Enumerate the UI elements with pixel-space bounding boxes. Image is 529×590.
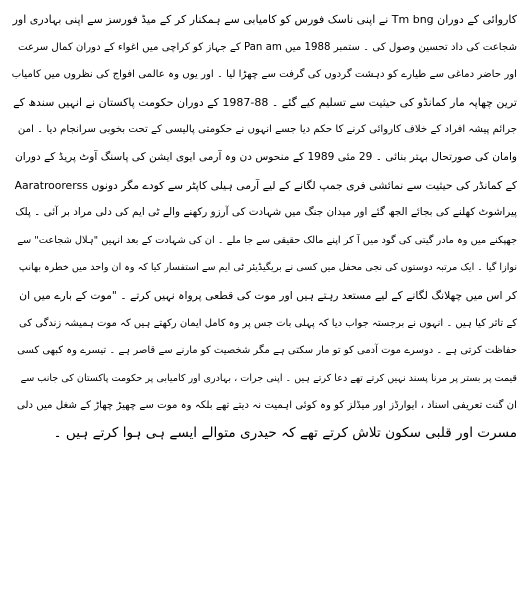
text-line: پیراشوٹ کھلنے کی بجائے الجھ گئے اور میدان جنگ میں شہادت کی آرزو رکھنے والے ٹی ایم کی دلی مراد بر آئی ۔ پلک — [15, 206, 517, 219]
text-line: قیمت پر بستر پر مرنا پسند نہیں کرتے تھے دعا کرتے ہیں ۔ اپنی جرات ، بہادری اور کامیابی پر حکومت پاکستان کی جانب سے — [20, 372, 517, 384]
text-line: کر اس میں چھلانگ لگانے کے لیے مستعد رہتے ہیں اور موت کی قطعی پرواہ نہیں کرتے ۔ "موت کے بارے میں ان — [19, 288, 517, 302]
text-line: ترین چھاپہ مار کمانڈو کی حیثیت سے تسلیم کیے گئے ۔ 88-1987 کے دوران حکومت پاکستان نے انہیں سندھ کے — [13, 95, 517, 109]
text-line: کاروائی کے دوران Tm bng نے اپنی ناسک فورس کو کامیابی سے ہمکنار کر کے میڈ فورسز سے اپنی بہادری اور — [12, 13, 517, 26]
text-line: شجاعت کی داد تحسین وصول کی ۔ ستمبر 1988 میں Pan am کے جہاز کو کراچی میں اغواء کے دوران کمال سرعت — [17, 41, 517, 53]
text-line: حفاظت کرتی ہے ۔ دوسرے موت آدمی کو تو مار سکتی ہے مگر شخصیت کو مارنے سے قاصر ہے ۔ تیسرے وہ کبھی کسی — [17, 345, 517, 357]
text-line: کے تاثر کیا ہیں ۔ انہوں نے برجستہ جواب دیا کہ پہلی بات جس پر وہ کامل ایمان رکھتے ہیں کہ موت ہمیشہ زندگی کی — [18, 317, 517, 329]
text-line: مسرت اور قلبی سکون تلاش کرتے تھے کہ حیدری متوالے ایسے ہی ہوا کرتے ہیں ۔ — [53, 424, 517, 441]
text-line: نوازا گیا ۔ ایک مرتبہ دوستوں کی نجی محفل میں کسی نے بریگیڈیئر ٹی ایم سے استفسار کیا کہ وہ ان واحد میں خطرہ بھانپ — [18, 262, 517, 274]
text-line: وامان کی صورتحال بہتر بنائی ۔ 29 مئی 1989 کے منحوس دن وہ آرمی ایوی ایشن کی پاسنگ آوٹ پریڈ کے دوران — [14, 150, 517, 163]
text-line: Aaratroorerss کے کمانڈر کی حیثیت سے نمائشی فری جمپ لگانے کے لیے آرمی ہیلی کاپٹر سے کودے مگر دونوں — [14, 178, 517, 192]
text-line: ان گنت تعریفی اسناد ، ایوارڈز اور میڈلز کو وہ کوئی اہمیت نہ دیتے تھے بلکہ وہ موت سے چھیڑ چھاڑ کے شغل میں دلی — [16, 400, 517, 412]
text-line: اور حاضر دماغی سے طیارے کو دہشت گردوں کی گرفت سے چھڑا لیا ۔ اور یوں وہ عالمی افواج کی نظروں میں کامیاب — [12, 69, 517, 81]
text-line: جرائم پیشہ افراد کے خلاف کاروائی کرنے کا حکم دیا جسے انہوں نے حکومتی پالیسی کے تحت بخوبی سرانجام دیا ۔ امن — [17, 124, 517, 136]
text-line: جھپکنے میں وہ مادر گیتی کی گود میں آ کر اپنے مالک حقیقی سے جا ملے ۔ ان کی شہادت کے بعد انہیں "ہلال شجاعت" سے — [17, 234, 517, 246]
urdu-paragraph — [12, 6, 517, 448]
